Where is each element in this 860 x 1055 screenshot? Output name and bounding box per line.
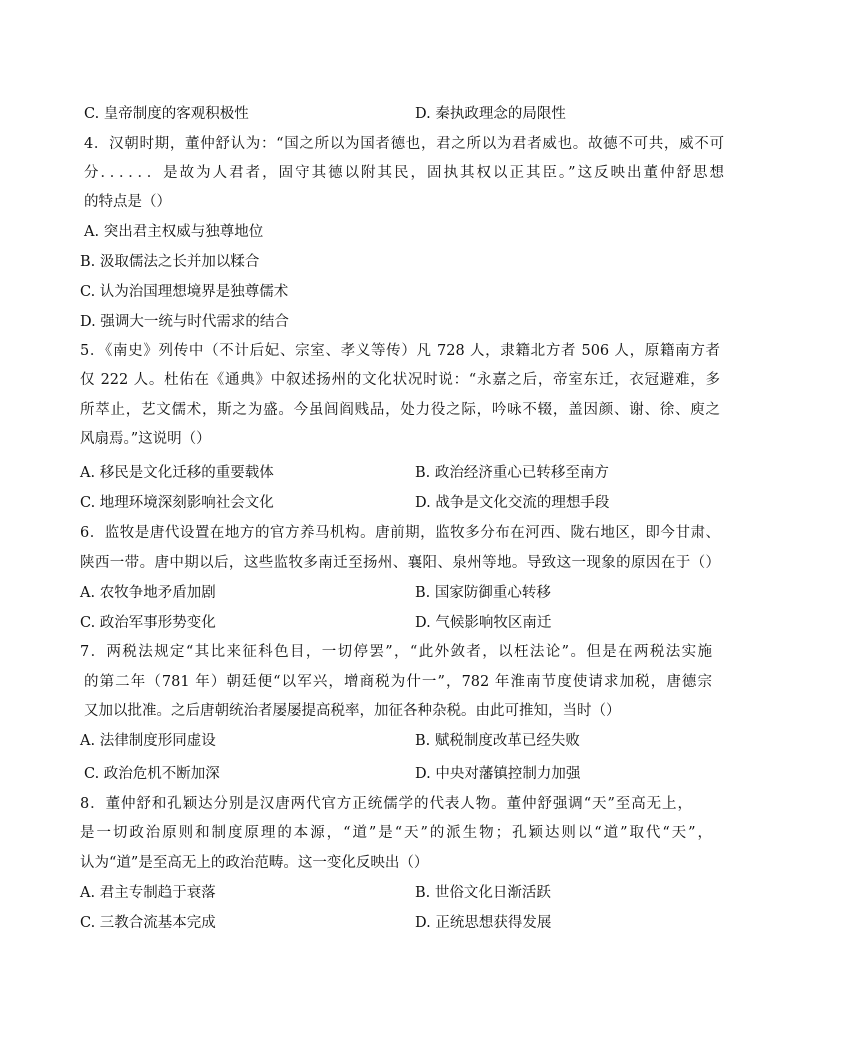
q4-option-c: C. 认为治国理想境界是独尊儒术 [80,284,289,300]
q7-option-a: A. 法律制度形同虚设 [80,733,216,749]
q4-option-a: A. 突出君主权威与独尊地位 [84,224,264,240]
q8-option-a: A. 君主专制趋于衰落 [80,885,216,901]
q8-option-b: B. 世俗文化日渐活跃 [415,885,551,901]
q8-stem-line: 8．董仲舒和孔颖达分别是汉唐两代官方正统儒学的代表人物。董仲舒强调“天”至高无上， [80,796,692,812]
q7-stem-line: 7．两税法规定“其比来征科色目，一切停罢”，“此外敛者，以枉法论”。但是在两税法实施 [80,644,712,660]
q8-stem-line: 是一切政治原则和制度原理的本源，“道”是“天”的派生物；孔颖达则以“道”取代“天”， [80,825,712,841]
q7-stem-line: 的第二年（781 年）朝廷便“以军兴，增商税为什一”，782 年淮南节度使请求加税，唐德宗 [84,674,712,690]
q6-option-c: C. 政治军事形势变化 [80,615,216,631]
q6-option-b: B. 国家防御重心转移 [415,585,551,601]
q4-stem-line: 4．汉朝时期，董仲舒认为：“国之所以为国者德也，君之所以为君者威也。故德不可共，威不可 [84,136,724,152]
q8-option-d: D. 正统思想获得发展 [415,915,552,931]
q7-option-c: C. 政治危机不断加深 [84,766,220,782]
q6-option-d: D. 气候影响牧区南迁 [415,615,552,631]
q5-option-a: A. 移民是文化迁移的重要载体 [80,465,274,481]
q5-stem-line: 仅 222 人。杜佑在《通典》中叙述扬州的文化状况时说：“永嘉之后，帝室东迁，衣冠避难，多 [80,372,720,388]
q3-option-d: D. 秦执政理念的局限性 [415,106,566,122]
q6-stem-line: 6．监牧是唐代设置在地方的官方养马机构。唐前期，监牧多分布在河西、陇右地区，即今甘肃、 [80,525,720,541]
q5-stem-line: 风扇焉。”这说明（） [80,431,211,447]
q8-option-c: C. 三教合流基本完成 [80,915,216,931]
q8-stem-line: 认为“道”是至高无上的政治范畴。这一变化反映出（） [80,855,429,871]
q7-option-d: D. 中央对藩镇控制力加强 [415,766,581,782]
q5-option-c: C. 地理环境深刻影响社会文化 [80,495,274,511]
q5-option-d: D. 战争是文化交流的理想手段 [415,495,610,511]
q5-option-b: B. 政治经济重心已转移至南方 [415,465,609,481]
q4-stem-line: 分．．．．．．是故为人君者，固守其德以附其民，固执其权以正其臣。”这反映出董仲舒思想 [84,165,724,181]
q5-stem-line: 5．《南史》列传中（不计后妃、宗室、孝义等传）凡 728 人，隶籍北方者 506 人，原籍南方者 [80,343,720,359]
q6-stem-line: 陕西一带。唐中期以后，这些监牧多南迁至扬州、襄阳、泉州等地。导致这一现象的原因在于（） [80,555,720,571]
q6-option-a: A. 农牧争地矛盾加剧 [80,585,216,601]
q7-stem-line: 又加以批准。之后唐朝统治者屡屡提高税率，加征各种杂税。由此可推知，当时（） [84,703,621,719]
q4-option-b: B. 汲取儒法之长并加以糅合 [80,254,260,270]
q7-option-b: B. 赋税制度改革已经失败 [415,733,580,749]
q3-option-c: C. 皇帝制度的客观积极性 [84,106,249,122]
q4-stem-line: 的特点是（） [84,194,171,210]
q4-option-d: D. 强调大一统与时代需求的结合 [80,314,289,330]
q5-stem-line: 所萃止，艺文儒术，斯之为盛。今虽闾阎贱品，处力役之际，吟咏不辍，盖因颜、谢、徐、庾之 [80,402,720,418]
